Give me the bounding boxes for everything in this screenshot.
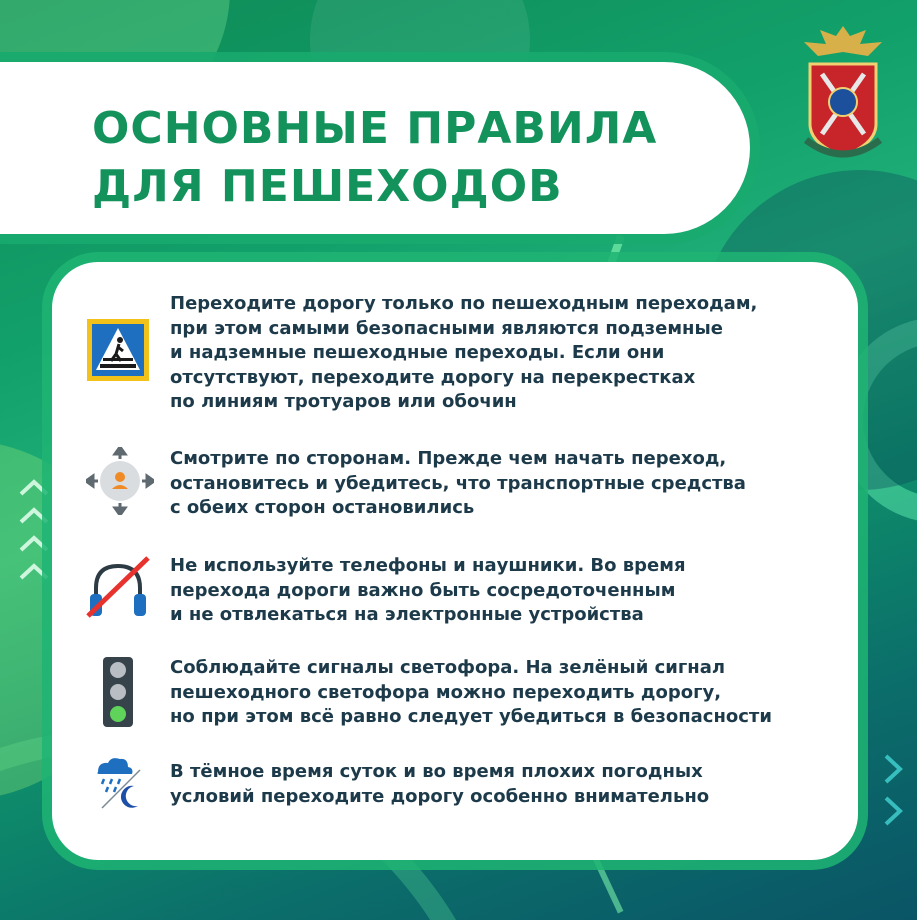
rule-line: перехода дороги важно быть сосредоточенным: [170, 579, 676, 601]
pedestrian-crossing-sign-icon: [86, 318, 150, 382]
rule-line: Не используйте телефоны и наушники. Во время: [170, 555, 686, 576]
rule-line: по линиям тротуаров или обочин: [170, 391, 517, 412]
rule-text: [170, 554, 830, 628]
rule-text: [170, 447, 830, 521]
rule-line: с обеих сторон остановились: [170, 497, 475, 518]
rule-line: Переходите дорогу только по пешеходным переходам,: [170, 293, 758, 314]
title-line-2: ДЛЯ ПЕШЕХОДОВ: [92, 161, 563, 212]
rule-line: и надземные пешеходные переходы. Если они: [170, 342, 665, 363]
rule-text: [170, 760, 830, 809]
look-around-icon: [86, 447, 154, 515]
rule-line: пешеходного светофора можно переходить дорогу,: [170, 681, 722, 703]
rule-text: [170, 656, 830, 730]
title-line-1: ОСНОВНЫЕ ПРАВИЛА: [92, 103, 658, 154]
rule-line: В тёмное время суток и во время плохих погодных: [170, 761, 703, 782]
rule-line: но при этом всё равно следует убедиться в безопасности: [170, 706, 772, 727]
traffic-light-icon: [102, 656, 134, 728]
rule-line: отсутствуют, переходите дорогу на перекрестках: [170, 366, 696, 388]
rule-line: условий переходите дорогу особенно внимательно: [170, 785, 710, 807]
rule-line: при этом самыми безопасными являются подземные: [170, 317, 723, 339]
rule-line: и не отвлекаться на электронные устройства: [170, 604, 644, 625]
rule-text: [170, 292, 830, 415]
no-headphones-icon: [82, 554, 154, 622]
rain-night-icon: [90, 754, 146, 810]
rule-line: Соблюдайте сигналы светофора. На зелёный сигнал: [170, 657, 726, 678]
police-emblem-icon: [798, 22, 888, 164]
page-title: [92, 100, 657, 216]
chevron-up-decor-icon: [18, 478, 50, 588]
rule-line: Смотрите по сторонам. Прежде чем начать переход,: [170, 448, 727, 469]
rules-card: [52, 262, 858, 860]
rule-line: остановитесь и убедитесь, что транспортные средства: [170, 472, 746, 494]
chevron-right-decor-icon: [880, 752, 910, 836]
